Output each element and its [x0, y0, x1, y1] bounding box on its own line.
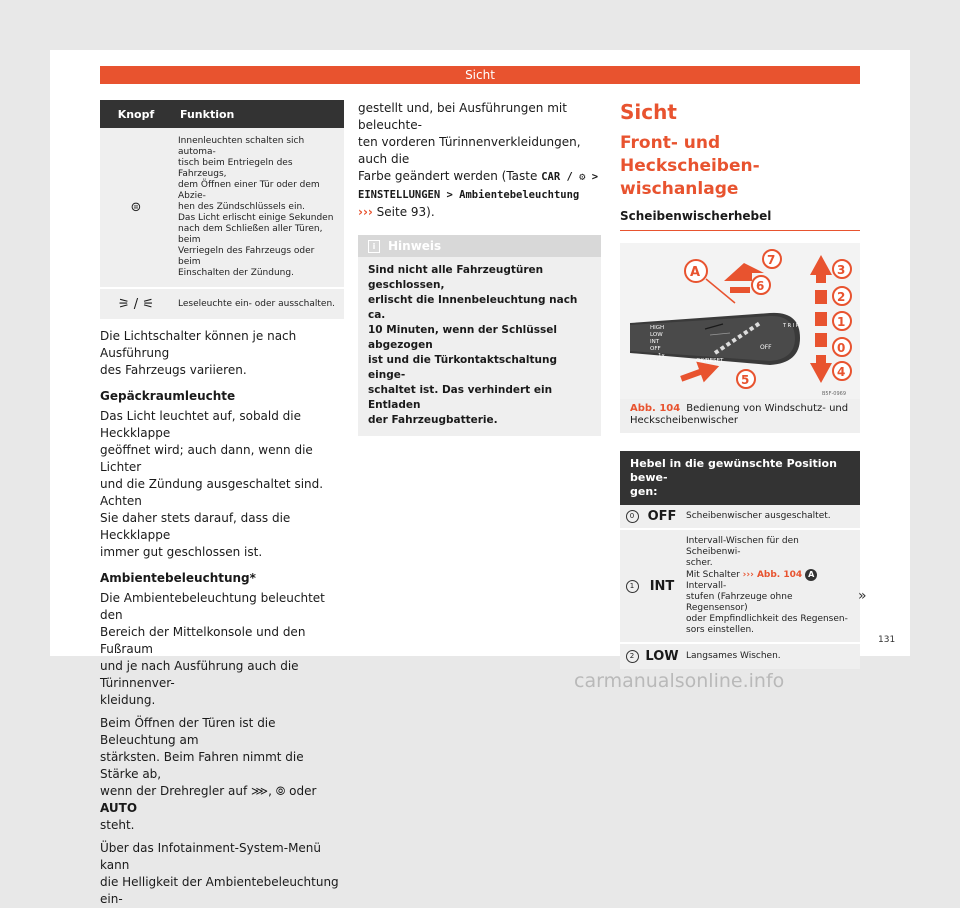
- lever-int: INT: [650, 339, 660, 345]
- column-middle: [358, 100, 601, 436]
- label-0: 0: [837, 341, 846, 355]
- auto-symbol: AUTO: [100, 801, 138, 815]
- wiper-lever-figure: [620, 243, 860, 399]
- col-header-knopf: Knopf: [100, 100, 172, 128]
- reference-arrow-icon: ›››: [358, 205, 373, 219]
- hint-box: [358, 235, 601, 436]
- label-3: 3: [837, 263, 846, 277]
- low-symbol-icon: LOW: [644, 643, 680, 669]
- page-number: 131: [878, 635, 896, 645]
- info-icon: i: [368, 240, 380, 253]
- label-6: 6: [756, 279, 765, 293]
- watermark: carmanualsonline.info: [574, 670, 785, 692]
- continue-mark: »: [858, 588, 867, 604]
- table-row: [100, 128, 344, 288]
- off-symbol-icon: OFF: [644, 505, 680, 529]
- reference-arrow-icon: ›››: [742, 570, 754, 580]
- wiper-table-header: Hebel in die gewünschte Position bewe- gen:: [620, 451, 860, 505]
- label-4: 4: [837, 365, 846, 379]
- car-settings-keys: CAR / ⚙ >: [541, 171, 599, 183]
- lever-1x: 1x: [658, 353, 665, 359]
- label-7: 7: [767, 253, 776, 267]
- table-row: 0 OFF Scheibenwischer ausgeschaltet.: [620, 505, 860, 529]
- section-title: Sicht: [620, 100, 677, 124]
- function-table: [100, 100, 344, 319]
- section-header-bar: Sicht: [100, 66, 860, 84]
- label-A: A: [690, 265, 701, 280]
- label-5: 5: [741, 373, 750, 387]
- lever-trip: T R I P: [783, 323, 799, 329]
- ambient-light-icon: ⦾: [275, 784, 286, 798]
- menu-path: EINSTELLUNGEN > Ambientebeleuchtung: [358, 189, 580, 201]
- door-light-icon: ⊜: [100, 128, 172, 288]
- hint-header: i Hinweis: [358, 235, 601, 257]
- chapter-title: Front- und Heckscheiben- wischanlage: [620, 133, 760, 199]
- lever-off: OFF: [650, 346, 661, 352]
- hint-body: Sind nicht alle Fahrzeugtüren geschlossen, erlischt die Innenbeleuchtung nach ca. 10 Minuten, wenn der Schlüssel abgezogen ist und die Türkontaktschaltung einge- schaltet ist. Das verhindert ein Entladen der Fahrzeugbatterie.: [368, 264, 578, 426]
- label-A-badge: A: [805, 569, 817, 581]
- figure-code: B5F-0969: [822, 391, 847, 397]
- lever-high: HIGH: [650, 325, 665, 331]
- column-right: [620, 100, 860, 669]
- function-text: Innenleuchten schalten sich automa- tisch beim Entriegeln des Fahrzeugs, dem Öffnen einer Tür oder dem Abzie- hen des Zündschlüssels ein. Das Licht erlischt einige Sekunden nach dem Schließen aller Türen, beim Verriegeln des Fahrzeugs oder beim Einschalten der Zündung.: [172, 128, 344, 288]
- wiper-lever-illustration: [620, 243, 860, 399]
- function-text: Leseleuchte ein- oder ausschalten.: [172, 288, 344, 319]
- table-row: [100, 288, 344, 319]
- position-number: 1: [626, 580, 639, 593]
- figure-caption: Abb. 104 Bedienung von Windschutz- und Heckscheibenwischer: [620, 399, 860, 433]
- column-left: [100, 100, 344, 908]
- label-1: 1: [837, 315, 846, 329]
- lever-off2: OFF: [760, 344, 772, 351]
- table-row: 1 INT Intervall-Wischen für den Scheibenwi- scher. Mit Schalter ››› Abb. 104 A Intervall- stufen (Fahrzeuge ohne Regensensor) oder Empfindlichkeit des Regensen- sors einstellen.: [620, 529, 860, 643]
- wiper-position-table: [620, 451, 860, 669]
- label-2: 2: [837, 290, 846, 304]
- table-row: 2 LOW Langsames Wischen.: [620, 643, 860, 669]
- position-number: 2: [626, 650, 639, 663]
- ambient-symbol-icon: ⋙,: [251, 784, 272, 798]
- heading-ambientebeleuchtung: Ambientebeleuchtung*: [100, 571, 256, 585]
- body-text-left: Die Lichtschalter können je nach Ausführung des Fahrzeugs variieren. Gepäckraumleuchte Das Licht leuchtet auf, sobald die Heckklappe geöffnet wird; auch dann, wenn die Lichter und die Zündung ausgeschaltet sind. Achten Sie daher stets darauf, dass die Heckklappe immer gut geschlossen ist. Ambientebeleuchtung* Die Ambientebeleuchtung beleuchtet den Bereich der Mittelkonsole und den Fußraum und je nach Ausführung auch die Türinnenver- kleidung. Beim Öffnen der Türen ist die Beleuchtung am stärksten. Beim Fahren nimmt die Stärke ab, wenn der Drehregler auf ⋙, ⦾ oder AUTO steht. Über das Infotainment-System-Menü kann die Helligkeit der Ambientebeleuchtung ein-: [100, 328, 344, 908]
- lever-okreset: OK/RESET: [696, 358, 724, 364]
- int-symbol-icon: INT: [644, 529, 680, 643]
- reading-light-icon: ⚞ / ⚟: [100, 288, 172, 319]
- heading-gepaeckraumleuchte: Gepäckraumleuchte: [100, 389, 236, 403]
- position-number: 0: [626, 510, 639, 523]
- subsection-title: Scheibenwischerhebel: [620, 209, 860, 231]
- lever-low: LOW: [650, 332, 663, 338]
- col-header-funktion: Funktion: [172, 100, 344, 128]
- body-text-middle: gestellt und, bei Ausführungen mit beleuchte- ten vorderen Türinnenverkleidungen, auch die Farbe geändert werden (Taste CAR / ⚙ > EINSTELLUNGEN > Ambientebeleuchtung ››› Seite 93).: [358, 101, 599, 219]
